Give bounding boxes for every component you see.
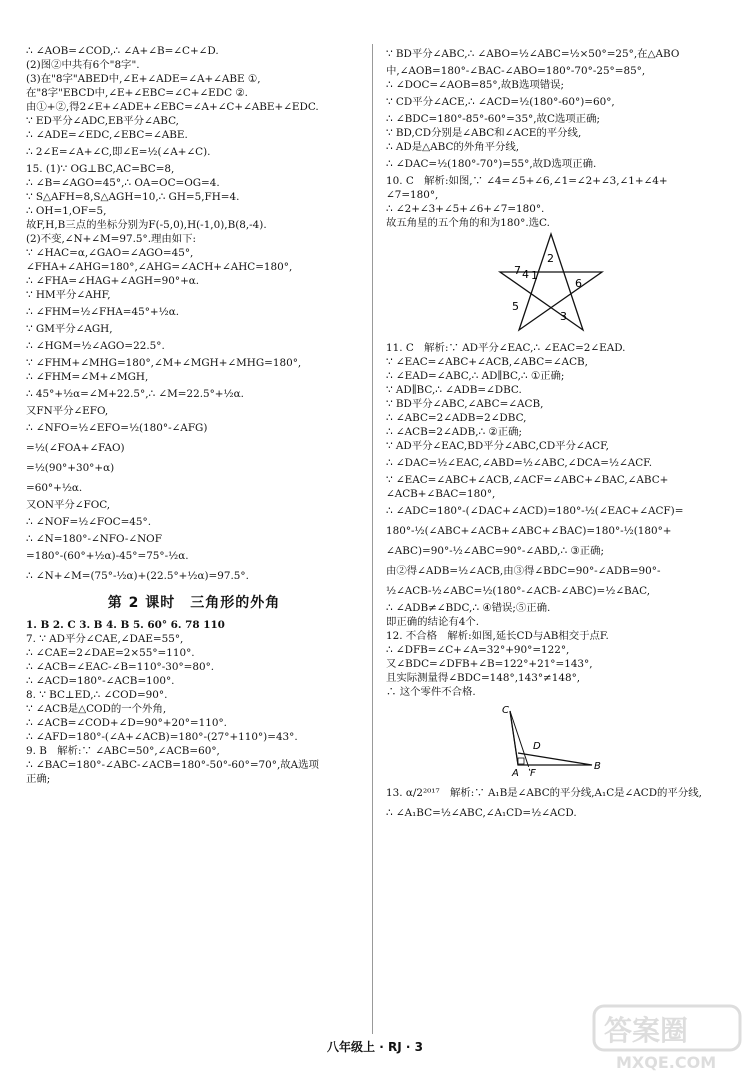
star-label-6: 6: [575, 277, 582, 290]
left-text-line: 由①+②,得2∠E+∠ADE+∠EBC=∠A+∠C+∠ABE+∠EDC.: [26, 101, 319, 113]
star-label-2: 2: [547, 252, 554, 265]
label-f: F: [530, 768, 536, 779]
column-divider: [372, 44, 373, 1034]
triangle-figure: [496, 703, 606, 779]
right-text-line: 10. C 解析:如图,∵ ∠4=∠5+∠6,∠1=∠2+∠3,∠1+∠4+: [386, 175, 668, 187]
page-footer: 八年级上 · RJ · 3: [327, 1040, 423, 1054]
right-text-line: ∵ BD平分∠ABC,∴ ∠ABO=½∠ABC=½×50°=25°,在△ABO: [386, 48, 680, 60]
left-text-line: ∴ ∠N+∠M=(75°-½α)+(22.5°+½α)=97.5°.: [26, 570, 249, 582]
right-text-line: 且实际测量得∠BDC=148°,143°≠148°,: [386, 672, 581, 684]
star-outline: [500, 234, 602, 330]
left-text-line: =180°-(60°+½α)-45°=75°-½α.: [26, 550, 189, 562]
left-text-line: ∴ ∠BAC=180°-∠ABC-∠ACB=180°-50°-60°=70°,故A选项: [26, 759, 319, 771]
right-text-line: ∴ ∠ADB≠∠BDC,∴ ④错误;⑤正确.: [386, 602, 551, 614]
left-text-line: ∴ ∠NFO=½∠EFO=½(180°-∠AFG): [26, 422, 208, 434]
left-text-line: 9. B 解析:∵ ∠ABC=50°,∠ACB=60°,: [26, 745, 220, 757]
left-text-line: ∵ GM平分∠AGH,: [26, 323, 113, 335]
left-text-line: ∴ ∠CAE=2∠DAE=2×55°=110°.: [26, 647, 195, 659]
left-text-line: 又ON平分∠FOC,: [26, 499, 111, 511]
left-text-line: ∴ ∠B=∠AGO=45°,∴ OA=OC=OG=4.: [26, 177, 220, 189]
left-text-line: 故F,H,B三点的坐标分别为F(-5,0),H(-1,0),B(8,-4).: [26, 219, 267, 231]
left-text-line: ∴ ∠ADE=∠EDC,∠EBC=∠ABE.: [26, 129, 188, 141]
label-b: B: [594, 761, 601, 772]
left-text-line: 正确;: [26, 773, 51, 785]
left-text-line: ∵ HM平分∠AHF,: [26, 289, 111, 301]
right-text-line: ∴ ∠DOC=∠AOB=85°,故B选项错误;: [386, 79, 565, 91]
right-text-line: ∴ ∠DFB=∠C+∠A=32°+90°=122°,: [386, 644, 570, 656]
answer-keys: 1. B 2. C 3. B 4. B 5. 60° 6. 78 110: [26, 619, 225, 631]
right-text-line: ∵ ∠EAC=∠ABC+∠ACB,∠ABC=∠ACB,: [386, 356, 588, 368]
left-text-line: ∴ ∠NOF=½∠FOC=45°.: [26, 516, 152, 528]
right-text-line: ∵ AD平分∠EAC,BD平分∠ABC,CD平分∠ACF,: [386, 440, 609, 452]
right-solution-block: [386, 44, 726, 230]
star-label-5: 5: [512, 300, 519, 313]
left-text-line: 又FN平分∠EFO,: [26, 405, 109, 417]
left-text-line: ∴ ∠N=180°-∠NFO-∠NOF: [26, 533, 162, 545]
star-label-1: 1: [531, 269, 538, 282]
right-column: [386, 44, 726, 823]
right-text-line: 又∠BDC=∠DFB+∠B=122°+21°=143°,: [386, 658, 593, 670]
right-text-line: ∴ 这个零件不合格.: [386, 686, 476, 698]
right-text-line: 12. 不合格 解析:如图,延长CD与AB相交于点F.: [386, 630, 609, 642]
left-text-line: =½(∠FOA+∠FAO): [26, 442, 125, 454]
section-title: 第 2 课时 三角形的外角: [107, 595, 281, 611]
left-text-line: (2)不变,∠N+∠M=97.5°.理由如下:: [26, 233, 197, 245]
star-figure: [486, 232, 616, 337]
left-text-line: 在"8字"EBCD中,∠E+∠EBC=∠C+∠EDC ②.: [26, 87, 248, 99]
left-text-line: ∴ ∠AFD=180°-(∠A+∠ACB)=180°-(27°+110°)=43°.: [26, 731, 298, 743]
right-text-line: ∴ ∠BDC=180°-85°-60°=35°,故C选项正确;: [386, 113, 600, 125]
left-text-line: 7. ∵ AD平分∠CAE,∠DAE=55°,: [26, 633, 184, 645]
left-text-line: =60°+½α.: [26, 482, 83, 494]
watermark-logo: [592, 1004, 742, 1072]
label-c: C: [502, 705, 509, 716]
right-text-line: 11. C 解析:∵ AD平分∠EAC,∴ ∠EAC=2∠EAD.: [386, 342, 626, 354]
right-text-line: ∵ CD平分∠ACE,∴ ∠ACD=½(180°-60°)=60°,: [386, 96, 615, 108]
star-label-7: 7: [514, 264, 521, 277]
right-text-line: ∠ACB+∠BAC=180°,: [386, 488, 496, 500]
left-text-line: (2)图②中共有6个"8字".: [26, 59, 140, 71]
svg-text:MXQE.COM: MXQE.COM: [616, 1053, 717, 1072]
right-text-line: ∴ ∠ADC=180°-(∠DAC+∠ACD)=180°-½(∠EAC+∠ACF)=: [386, 505, 684, 517]
right-text-line: ∵ AD∥BC,∴ ∠ADB=∠DBC.: [386, 384, 522, 396]
left-solution-block: [26, 44, 362, 586]
left-text-line: ∴ ∠AOB=∠COD,∴ ∠A+∠B=∠C+∠D.: [26, 45, 219, 57]
left-text-line: ∵ S△AFH=8,S△AGH=10,∴ GH=5,FH=4.: [26, 191, 240, 203]
left-text-line: ∴ ∠FHM=∠M+∠MGH,: [26, 371, 149, 383]
left-text-line: ∴ 45°+½α=∠M+22.5°,∴ ∠M=22.5°+½α.: [26, 388, 244, 400]
right-text-line: ∵ ∠EAC=∠ABC+∠ACB,∠ACF=∠ABC+∠BAC,∠ABC+: [386, 474, 669, 486]
left-text-line: ∵ ∠FHM+∠MHG=180°,∠M+∠MGH+∠MHG=180°,: [26, 357, 302, 369]
right-text-line: 中,∠AOB=180°-∠BAC-∠ABO=180°-70°-25°=85°,: [386, 65, 646, 77]
left-text-line: (3)在"8字"ABED中,∠E+∠ADE=∠A+∠ABE ①,: [26, 73, 261, 85]
left-text-line: ∴ ∠ACB=∠EAC-∠B=110°-30°=80°.: [26, 661, 215, 673]
left-text-line: ∴ ∠FHM=½∠FHA=45°+½α.: [26, 306, 180, 318]
left-text-line: 15. (1)∵ OG⊥BC,AC=BC=8,: [26, 163, 175, 175]
right-text-line: ∴ ∠2+∠3+∠5+∠6+∠7=180°.: [386, 203, 545, 215]
right-text-line: ∠ABC)=90°-½∠ABC=90°-∠ABD,∴ ③正确;: [386, 545, 604, 557]
right-text-line: ∵ BD,CD分别是∠ABC和∠ACE的平分线,: [386, 127, 582, 139]
left-column: [26, 44, 362, 786]
right-text-line: 故五角星的五个角的和为180°.选C.: [386, 217, 550, 229]
right-text-line: ½∠ACB-½∠ABC=½(180°-∠ACB-∠ABC)=½∠BAC,: [386, 585, 651, 597]
right-text-line: 13. α/2²⁰¹⁷ 解析:∵ A₁B是∠ABC的平分线,A₁C是∠ACD的平分线,: [386, 787, 702, 799]
left-text-line: 8. ∵ BC⊥ED,∴ ∠COD=90°.: [26, 689, 168, 701]
right-text-line: 180°-½(∠ABC+∠ACB+∠ABC+∠BAC)=180°-½(180°+: [386, 525, 672, 537]
left-text-line: ∴ ∠ACB=∠COD+∠D=90°+20°=110°.: [26, 717, 227, 729]
right-text-line: 由②得∠ADB=½∠ACB,由③得∠BDC=90°-∠ADB=90°-: [386, 565, 661, 577]
right-text-line: ∴ ∠DAC=½(180°-70°)=55°,故D选项正确.: [386, 158, 597, 170]
right-text-line: ∴ AD是△ABC的外角平分线,: [386, 141, 520, 153]
right-text-line: ∠7=180°,: [386, 189, 439, 201]
left-text-line: ∴ OH=1,OF=5,: [26, 205, 107, 217]
left-text-line: ∠FHA+∠AHG=180°,∠AHG=∠ACH+∠AHC=180°,: [26, 261, 293, 273]
left-text-line: =½(90°+30°+α): [26, 462, 115, 474]
right-text-line: ∴ ∠ACB=2∠ADB,∴ ②正确;: [386, 426, 523, 438]
right-text-line: ∴ ∠DAC=½∠EAC,∠ABD=½∠ABC,∠DCA=½∠ACF.: [386, 457, 653, 469]
star-label-3: 3: [560, 310, 567, 323]
label-d: D: [533, 741, 541, 752]
right-text-line: ∴ ∠EAD=∠ABC,∴ AD∥BC,∴ ①正确;: [386, 370, 565, 382]
left-text-line: ∴ ∠ACD=180°-∠ACB=100°.: [26, 675, 175, 687]
right-text-line: ∵ BD平分∠ABC,∠ABC=∠ACB,: [386, 398, 544, 410]
right-text-line: 即正确的结论有4个.: [386, 616, 480, 628]
left-text-line: ∵ ∠HAC=α,∠GAO=∠AGO=45°,: [26, 247, 194, 259]
left-text-line: ∵ ∠ACB是△COD的一个外角,: [26, 703, 167, 715]
svg-text:答案圈: 答案圈: [604, 1014, 689, 1047]
right-solution-block-2: [386, 341, 726, 699]
part-outline: [510, 711, 592, 765]
star-label-4: 4: [522, 268, 529, 281]
label-a: A: [512, 768, 519, 779]
left-text-line: ∴ 2∠E=∠A+∠C,即∠E=½(∠A+∠C).: [26, 146, 211, 158]
left-solution-block-2: [26, 632, 362, 786]
left-text-line: ∵ ED平分∠ADC,EB平分∠ABC,: [26, 115, 179, 127]
right-solution-block-3: [386, 783, 726, 823]
left-text-line: ∴ ∠HGM=½∠AGO=22.5°.: [26, 340, 165, 352]
left-text-line: ∴ ∠FHA=∠HAG+∠AGH=90°+α.: [26, 275, 200, 287]
right-text-line: ∴ ∠ABC=2∠ADB=2∠DBC,: [386, 412, 527, 424]
right-text-line: ∴ ∠A₁BC=½∠ABC,∠A₁CD=½∠ACD.: [386, 807, 577, 819]
